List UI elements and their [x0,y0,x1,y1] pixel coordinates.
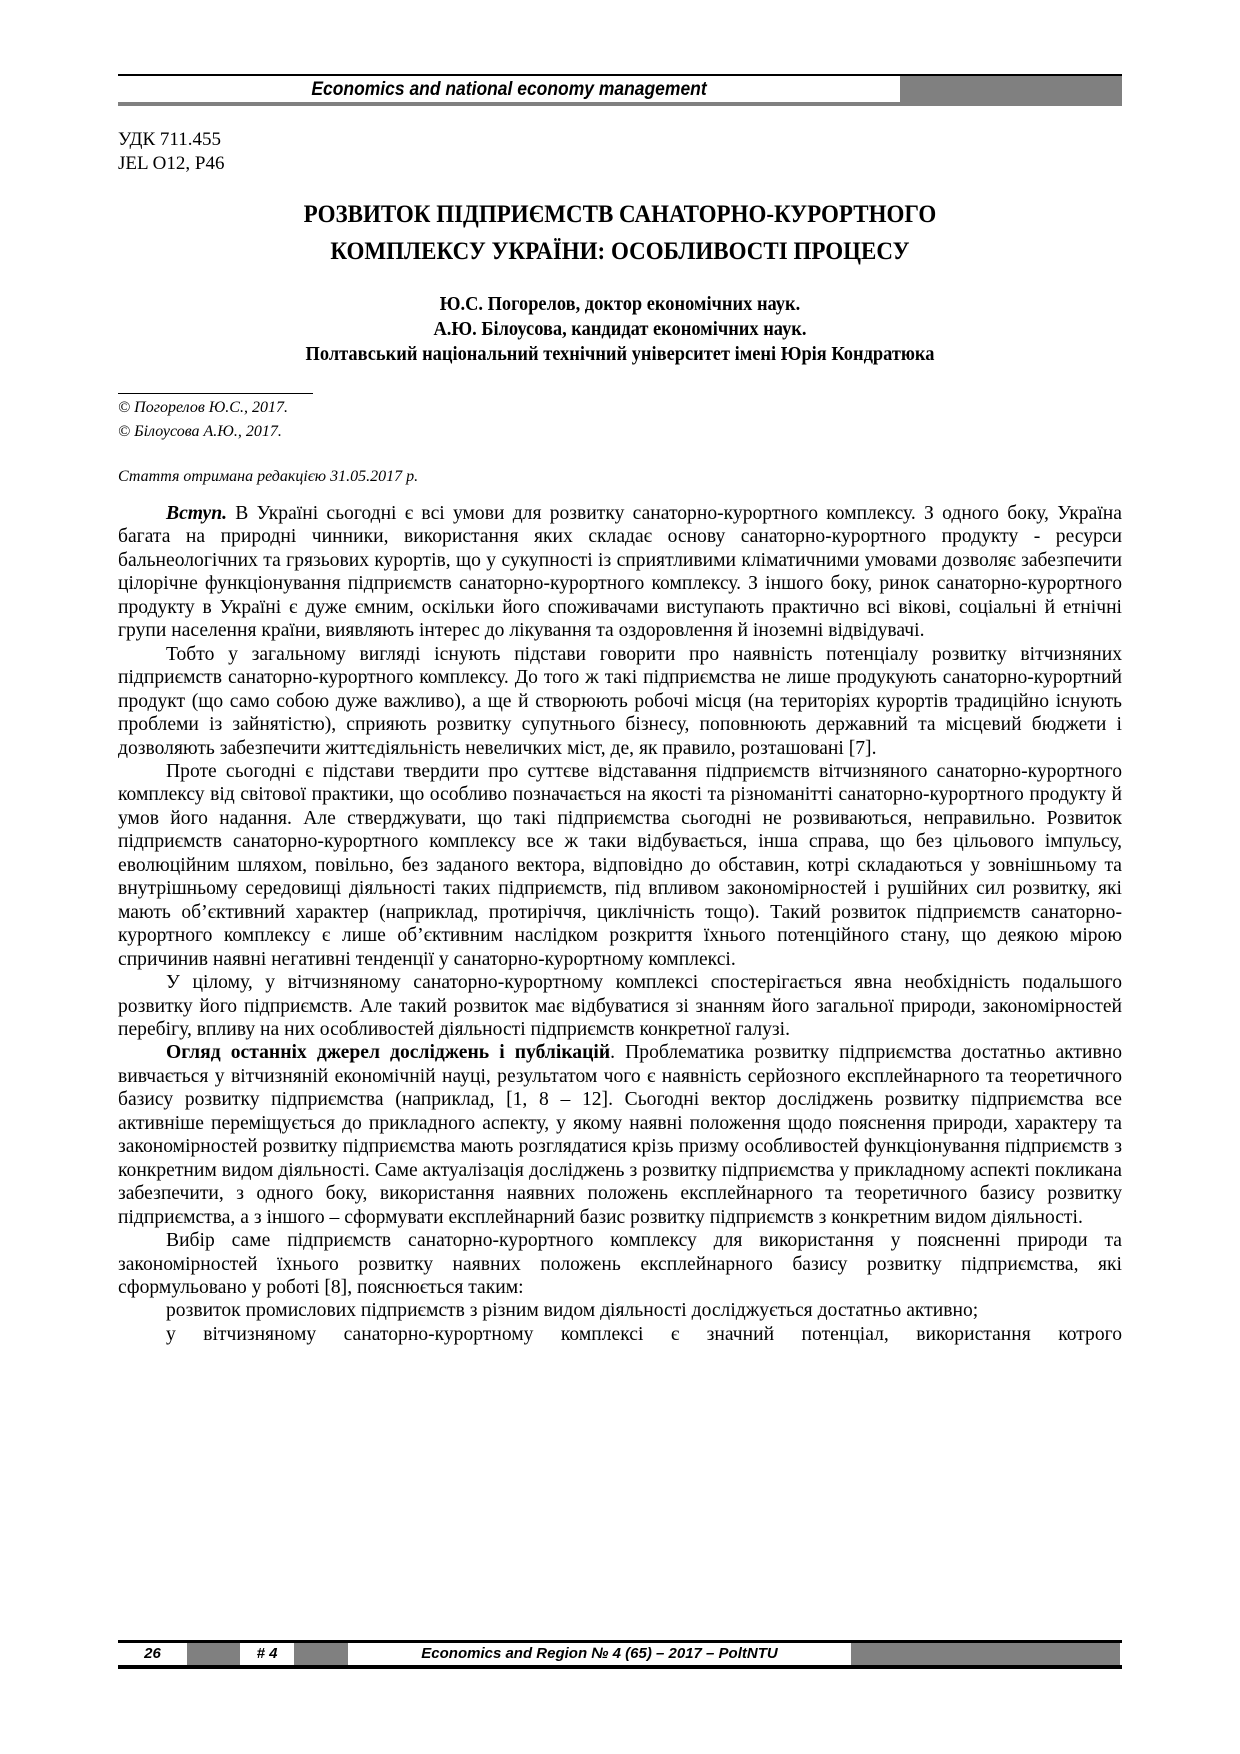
footer-gray-block [187,1643,240,1665]
footer-gray-block [851,1643,1120,1665]
jel-code: JEL O12, P46 [118,153,225,174]
paragraph: Вибір саме підприємств санаторно-курортного комплексу для використання у поясненні природи та закономірностей їхнього розвитку наявних положень експлейнарного базису розвитку підприємства, які сформульовано у роботі [8], пояснюється таким: [118,1230,1122,1298]
paragraph: Тобто у загальному вигляді існують підстави говорити про наявність потенціалу розвитку вітчизняних підприємств санаторно-курортного комплексу. До того ж такі підприємства не лише продукують санаторно-курортний продукт (що само собою дуже важливо), а ще й створюють робочі місця (на територіях курортів традиційно існують проблеми із зайнятістю), сприяють розвитку супутнього бізнесу, поповнюють державний та місцевий бюджети і дозволяють забезпечити життєдіяльність невеличких міст, де, як правило, розташовані [7]. [118,643,1122,759]
header-gray-block [900,76,1122,106]
copyright-separator [118,393,313,394]
copyright-block [118,396,288,444]
copyright-2: © Білоусова А.Ю., 2017. [118,423,282,440]
list-item: у вітчизняному санаторно-курортному комплексі є значний потенціал, використання котрого [166,1323,1122,1345]
paragraph-text: . Проблематика розвитку підприємства достатньо активно вивчається у вітчизняній економічній науці, результатом чого є наявність серйозного експлейнарного та теоретичного базису розвитку підприємства (наприклад, [1, 8 – 12]. Сьогодні вектор досліджень розвитку підприємства все активніше переміщується до прикладного аспекту, у якому наявні положення щодо пояснення природи, характеру та закономірностей розвитку підприємства мають розглядатися крізь призму особливостей функціонування підприємств з конкретним видом діяльності. Саме актуалізація досліджень з розвитку підприємства у прикладному аспекті покликана забезпечити, з одного боку, використання наявних положень експлейнарного та теоретичного базису розвитку підприємства, а з іншого – сформувати експлейнарний базис розвитку підприємств з конкретним видом діяльності. [118,1042,1123,1228]
journal-name: Economics and Region № 4 (65) – 2017 – PoltNTU [421,1645,778,1662]
affiliation: Полтавський національний технічний університет імені Юрія Кондратюка [305,343,935,365]
paragraph-review [118,1041,1122,1229]
paragraph: У цілому, у вітчизняному санаторно-курортному комплексі спостерігається явна необхідність подальшого розвитку його підприємств. Але такий розвиток має відбуватися зі знанням його загальної природи, закономірностей перебігу, впливу на них особливостей діяльності підприємств конкретної галузі. [118,972,1122,1040]
issue-number: # 4 [256,1645,278,1662]
review-heading: Огляд останніх джерел досліджень і публікацій [166,1042,611,1064]
section-title: Economics and national economy management [311,79,707,100]
list-item: розвиток промислових підприємств з різним видом діяльності досліджується достатньо активно; [166,1300,979,1322]
copyright-1: © Погорелов Ю.С., 2017. [118,399,288,416]
classification-codes [118,128,224,176]
paragraph-text: В Україні сьогодні є всі умови для розвитку санаторно-курортного комплексу. З одного боку, Україна багата на природні чинники, використання яких складає основу санаторно-курортного продукту - ресурси бальнеологічних та грязьових курортів, що у сукупності із сприятливими кліматичними умовами дозволяє забезпечити цілорічне функціонування підприємств санаторно-курортного комплексу. З іншого боку, ринок санаторно-курортного продукту в Україні є дуже ємним, оскільки його споживачами виступають практично всі вікові, соціальні й етнічні групи населення країни, виявляють інтерес до лікування та оздоровлення й іноземні відвідувачі. [118,503,1122,642]
intro-heading: Вступ. [166,503,228,524]
running-footer [118,1640,1122,1668]
article-title [158,196,1082,270]
running-header [118,74,1122,106]
paragraph-intro [118,502,1122,643]
page-number: 26 [144,1645,161,1662]
received-date: Стаття отримана редакцією 31.05.2017 р. [118,468,419,485]
footer-gray-block [294,1643,348,1665]
footer-bottom-rule [118,1665,1122,1669]
article-body [118,502,1122,1346]
header-gray-rule [118,102,900,106]
author-block [158,292,1082,367]
title-line-2: КОМПЛЕКСУ УКРАЇНИ: ОСОБЛИВОСТІ ПРОЦЕСУ [330,238,910,265]
udk-code: УДК 711.455 [118,129,221,150]
author-1: Ю.С. Погорелов, доктор економічних наук. [439,293,801,315]
title-line-1: РОЗВИТОК ПІДПРИЄМСТВ САНАТОРНО-КУРОРТНОГО [303,201,937,228]
author-2: А.Ю. Білоусова, кандидат економічних наук. [433,318,807,340]
paragraph: Проте сьогодні є підстави твердити про суттєве відставання підприємств вітчизняного санаторно-курортного комплексу від світової практики, що особливо позначається на якості та різноманітті санаторно-курортного продукту й умов його надання. Але стверджувати, що такі підприємства сьогодні не розвиваються, неправильно. Розвиток підприємств санаторно-курортного комплексу все ж таки відбувається, інша справа, що без цільового імпульсу, еволюційним шляхом, повільно, без заданого вектора, відповідно до обставин, котрі складаються у зовнішньому та внутрішньому середовищі діяльності таких підприємств, під впливом закономірностей і рушійних сил розвитку, які мають об’єктивний характер (наприклад, протиріччя, циклічність тощо). Такий розвиток підприємств санаторно-курортного комплексу є лише об’єктивним наслідком розкриття їхнього потенційного стану, що деякою мірою спричинив наявні негативні тенденції у санаторно-курортному комплексі. [118,760,1122,970]
